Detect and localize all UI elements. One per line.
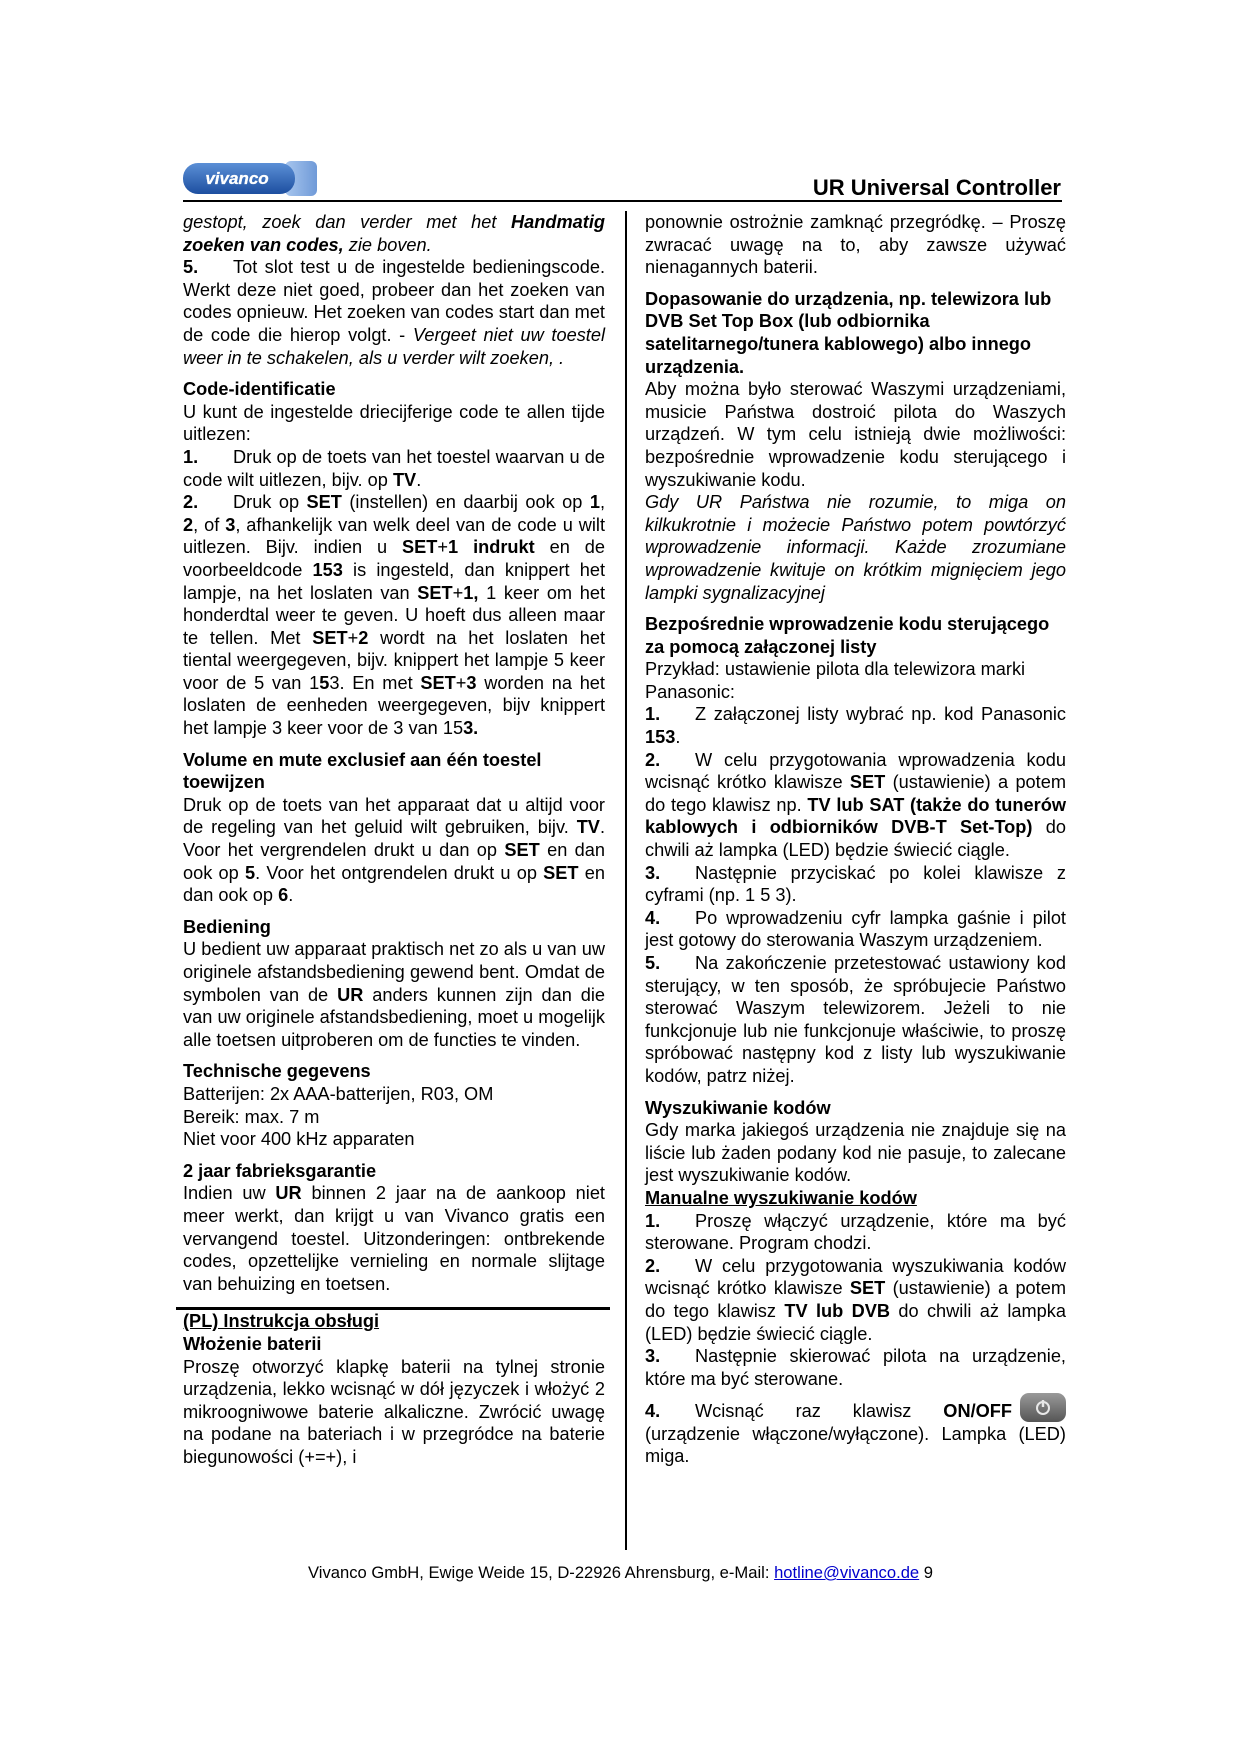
right-column bbox=[645, 211, 1066, 1468]
column-divider bbox=[625, 211, 627, 1550]
left-column bbox=[183, 211, 605, 1468]
heading-garantie: 2 jaar fabrieksgarantie bbox=[183, 1160, 377, 1181]
pl-section-title: (PL) Instrukcja obsługi bbox=[183, 1311, 380, 1332]
direct-step-1: 1. Z załączonej listy wybrać np. kod Panasonic 153. bbox=[645, 704, 1066, 748]
przyklad-text: Przykład: ustawienie pilota dla telewizora marki Panasonic: bbox=[645, 659, 1026, 702]
footer bbox=[0, 1563, 1241, 1583]
manual-step-4: 4. Wcisnąć raz klawisz ON/OFF (urządzenie włączone/wyłączone). Lampka (LED) miga. bbox=[645, 1400, 1066, 1468]
code-intro: U kunt de ingestelde driecijferige code te allen tijde uitlezen: bbox=[183, 401, 605, 445]
garantie-text: Indien uw UR binnen 2 jaar na de aankoop niet meer werkt, dan krijgt u van Vivanco gratis een vervangend toestel. Uitzonderingen: ontbrekende codes, opzettelijke vernieling en normale slijtage van behuizing en toetsen. bbox=[183, 1183, 605, 1294]
manual-step-1: 1. Proszę włączyć urządzenie, które ma być sterowane. Program chodzi. bbox=[645, 1210, 1066, 1254]
header-rule bbox=[183, 200, 1062, 202]
dopasowanie-text: Aby można było sterować Waszymi urządzeniami, musicie Państwa dostroić pilota do Waszych urządzeń. W tym celu istnieją dwie możliwości: bezpośrednie wprowadzenie kodu sterującego i wyszukiwanie kodu. bbox=[645, 379, 1066, 490]
code-step-2: 2. Druk op SET (instellen) en daarbij ook op 1, 2, of 3, afhankelijk van welk deel van de code u wilt uitlezen. Bijv. indien u SET+1 indrukt en de voorbeeldcode 153 is ingesteld, dan knippert het lampje, na het loslaten van SET+1, 1 keer om het honderdtal weer te geven. U hoeft dus alleen maar te tellen. Met SET+2 wordt na het loslaten het tiental weergegeven, bijv. knippert het lampje 5 keer voor de 5 van 153. En met SET+3 worden na het loslaten de eenheden weergegeven, bijv knippert het lampje 3 keer voor de 3 van 153. bbox=[183, 492, 606, 739]
header-title: UR Universal Controller bbox=[812, 175, 1061, 200]
vivanco-logo bbox=[183, 161, 317, 196]
heading-manualne: Manualne wyszukiwanie kodów bbox=[645, 1187, 917, 1208]
power-button-icon bbox=[1020, 1393, 1066, 1422]
code-step-1: 1. Druk op de toets van het toestel waarvan u de code wilt uitlezen, bijv. op TV. bbox=[183, 446, 605, 490]
tech-line-2: Bereik: max. 7 m bbox=[183, 1106, 320, 1127]
dopasowanie-italic: Gdy UR Państwa nie rozumie, to miga on kilkukrotnie i możecie Państwo potem powtórzyć wprowadzenie informacji. Każde zrozumiane wprowadzenie kwituje on krótkim mignięciem jego lampki sygnalizacyjnej bbox=[645, 492, 1066, 603]
manual-step-2: 2. W celu przygotowania wyszukiwania kodów wcisnąć krótko klawisze SET (ustawienie) a potem do tego klawisz TV lub DVB do chwili aż lampka (LED) będzie świecić ciągle. bbox=[645, 1255, 1066, 1344]
footer-email-link[interactable]: hotline@vivanco.de bbox=[774, 1563, 920, 1582]
baterii-text: Proszę otworzyć klapkę baterii na tylnej stronie urządzenia, lekko wcisnąć w dół języczek i włożyć 2 mikroogniwowe baterie alkaliczne. Zwrócić uwagę na podane na bateriach i w przegródce na baterie biegunowości (+=+), i bbox=[183, 1356, 605, 1467]
volume-text: Druk op de toets van het apparaat dat u altijd voor de regeling van het geluid wilt gebruiken, bijv. TV. Voor het vergrendelen drukt u dan op SET en dan ook op 5. Voor het ontgrendelen drukt u op SET en dan ook op 6. bbox=[183, 794, 606, 906]
direct-step-4: 4. Po wprowadzeniu cyfr lampka gaśnie i pilot jest gotowy do sterowania Waszym urządzeniem. bbox=[645, 907, 1066, 951]
heading-code-identificatie: Code-identificatie bbox=[183, 379, 336, 400]
heading-volume-mute: Volume en mute exclusief aan één toestel toewijzen bbox=[183, 749, 542, 793]
baterii-continued: ponownie ostrożnie zamknąć przegródkę. – Proszę zwracać uwagę na to, aby zawsze używać nienagannych baterii. bbox=[645, 212, 1066, 278]
wyszukiwanie-text: Gdy marka jakiegoś urządzenia nie znajduje się na liście lub żaden podany kod nie pasuje, to zalecane jest wyszukiwanie kodów. bbox=[645, 1120, 1066, 1186]
tech-line-3: Niet voor 400 kHz apparaten bbox=[183, 1129, 415, 1150]
paragraph-continued: gestopt, zoek dan verder met het Handmatig zoeken van codes, zie boven. bbox=[183, 212, 605, 255]
direct-step-2: 2. W celu przygotowania wprowadzenia kodu wcisnąć krótko klawisze SET (ustawienie) a potem do tego klawisz np. TV lub SAT (także do tunerów kablowych i odbiorników DVB-T Set-Top) do chwili aż lampka (LED) będzie świecić ciągle. bbox=[645, 749, 1066, 861]
page-number: 9 bbox=[919, 1563, 933, 1582]
logo-text: vivanco bbox=[205, 169, 269, 188]
heading-bezposrednie: Bezpośrednie wprowadzenie kodu sterującego za pomocą załączonej listy bbox=[645, 614, 1050, 657]
direct-step-5: 5. Na zakończenie przetestować ustawiony kod sterujący, w ten sposób, że spróbujecie Państwo sterować Waszym telewizorem. Jeżeli to nie funkcjonuje lub nie funkcjonuje właściwie, to proszę spróbować następny kod z listy lub wyszukiwanie kodów, patrz niżej. bbox=[645, 953, 1066, 1086]
step-5: 5. Tot slot test u de ingestelde bedieningscode. Werkt deze niet goed, probeer dan het zoeken van codes opnieuw. Het zoeken van codes start dan met de code die hierop volgt. - Vergeet niet uw toestel weer in te schakelen, als u verder wilt zoeken, . bbox=[183, 257, 606, 368]
direct-step-3: 3. Następnie przyciskać po kolei klawisze z cyframi (np. 1 5 3). bbox=[645, 862, 1066, 906]
heading-technische-gegevens: Technische gegevens bbox=[183, 1061, 371, 1082]
tech-line-1: Batterijen: 2x AAA-batterijen, R03, OM bbox=[183, 1083, 494, 1104]
manual-step-3: 3. Następnie skierować pilota na urządzenie, które ma być sterowane. bbox=[645, 1346, 1066, 1389]
bediening-text: U bedient uw apparaat praktisch net zo als u van uw originele afstandsbediening gewend bent. Omdat de symbolen van de UR anders kunnen zijn dan die van uw originele afstandsbediening, moet u mogelijk alle toetsen uitproberen om de functies te vinden. bbox=[183, 939, 605, 1050]
heading-wyszukiwanie: Wyszukiwanie kodów bbox=[645, 1097, 831, 1118]
heading-wlozenie-baterii: Włożenie baterii bbox=[183, 1333, 322, 1354]
heading-bediening: Bediening bbox=[183, 916, 271, 937]
heading-dopasowanie: Dopasowanie do urządzenia, np. telewizora lub DVB Set Top Box (lub odbiornika satelitarnego/tunera kablowego) albo innego urządzenia. bbox=[645, 288, 1052, 377]
footer-address: Vivanco GmbH, Ewige Weide 15, D-22926 Ahrensburg, e-Mail: bbox=[307, 1563, 775, 1582]
